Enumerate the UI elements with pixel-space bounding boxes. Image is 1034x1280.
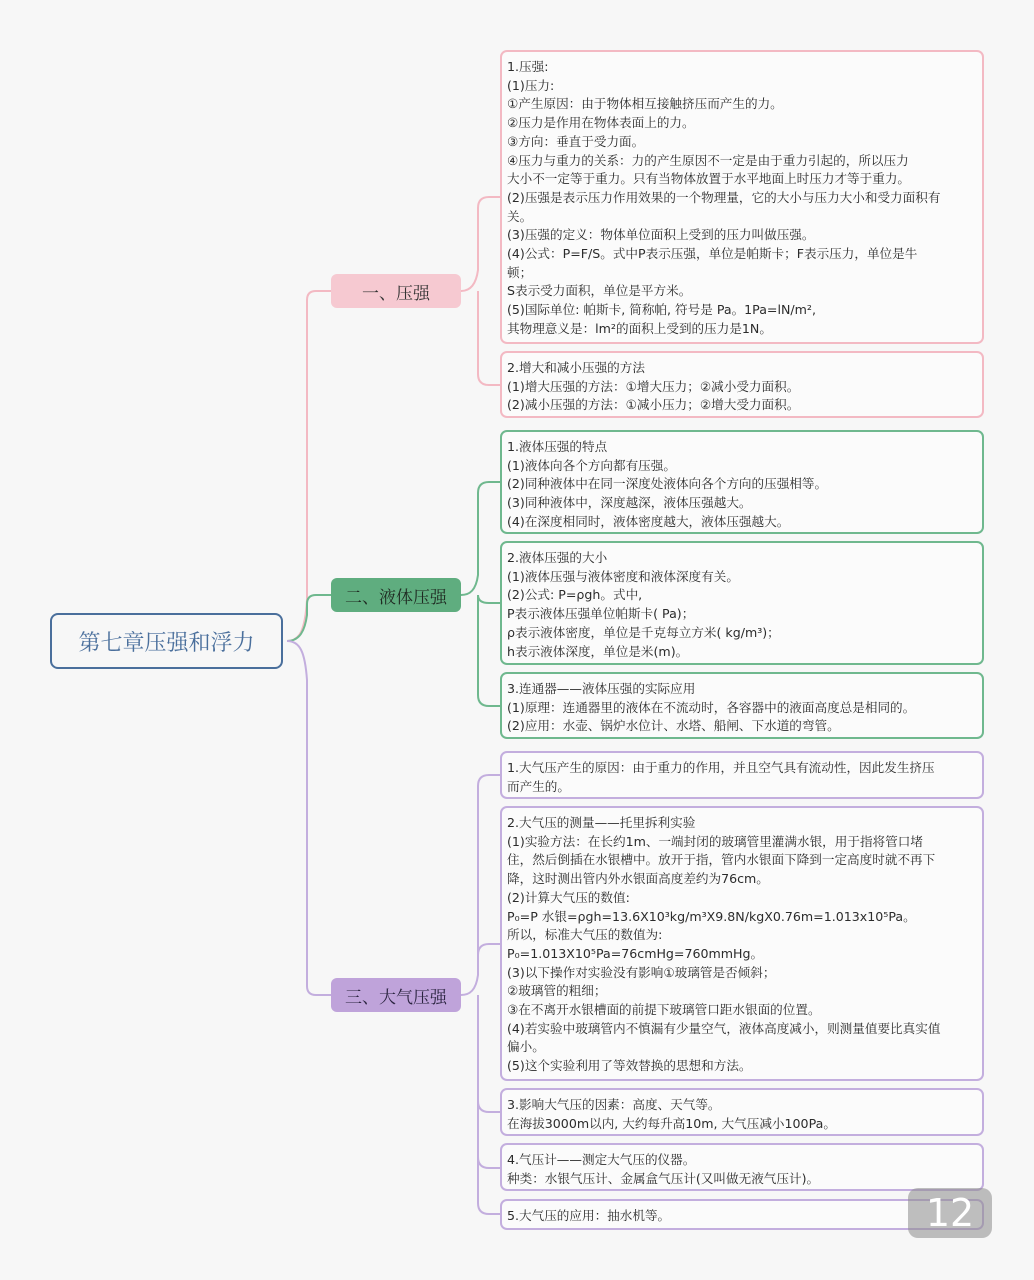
card-connected-vessels [500,672,984,739]
card-line: 大小不一定等于重力。只有当物体放置于水平地面上时压力才等于重力。 [507,171,910,187]
card-line: 1.液体压强的特点 [507,439,608,454]
card-line: P₀=P 水银=ρgh=13.6X10³kg/m³X9.8N/kgX0.76m=1.013x10⁵Pa。 [507,908,916,924]
card-torricelli-experiment [500,806,984,1081]
card-line: ②玻璃管的粗细； [507,983,607,999]
card-line: 偏小。 [507,1039,545,1055]
card-line: (2)压强是表示压力作用效果的一个物理量，它的大小与压力大小和受力面积有 [507,189,941,205]
card-line: (1)原理：连通器里的液体在不流动时，各容器中的液面高度总是相同的。 [507,699,916,715]
card-line: (2)公式: P=ρgh。式中, [507,587,643,603]
card-line: 其物理意义是：lm²的面积上受到的压力是1N。 [507,320,772,336]
card-line: (3)同种液体中，深度越深，液体压强越大。 [507,495,752,511]
card-liquid-features [500,430,984,534]
card-line: h表示液体深度，单位是米(m)。 [507,643,689,659]
card-line: ②压力是作用在物体表面上的力。 [507,115,695,131]
card-line: (2)同种液体中在同一深度处液体向各个方向的压强相等。 [507,476,828,492]
card-line: P表示液体压强单位帕斯卡( Pa)； [507,606,695,622]
card-line: (5)国际单位: 帕斯卡, 简称帕, 符号是 Pa。1Pa=lN/m², [507,302,816,318]
card-line: (1)液体向各个方向都有压强。 [507,457,676,473]
card-line: (4)公式：P=F/S。式中P表示压强，单位是帕斯卡；F表示压力，单位是牛 [507,246,918,262]
card-line: 2.大气压的测量——托里拆利实验 [507,815,696,830]
card-line: 住，然后倒插在水银槽中。放开于指，管内水银面下降到一定高度时就不再下 [507,852,936,868]
card-line: 所以，标准大气压的数值为: [507,927,663,943]
root-to-pressure-line [287,291,331,641]
card-atmosphere-factors [500,1088,984,1136]
card-line: ①产生原因：由于物体相互接触挤压而产生的力。 [507,96,783,112]
card-liquid-magnitude [500,541,984,665]
card-line: (3)以下操作对实验没有影响①玻璃管是否倾斜； [507,964,776,980]
card-line: (5)这个实验利用了等效替换的思想和方法。 [507,1058,752,1074]
card-line: (4)在深度相同时，液体密度越大，液体压强越大。 [507,513,790,529]
card-line: 而产生的。 [507,778,570,794]
card-pressure-methods [500,351,984,418]
card-line: 关。 [507,208,533,224]
card-line: 2.增大和减小压强的方法 [507,360,645,375]
branch-liquid-pressure: 二、液体压强 [331,578,461,612]
card-line: (2)计算大气压的数值: [507,889,630,905]
card-atmosphere-cause [500,751,984,799]
atmosphere-bracket [461,775,500,1214]
branch-atmospheric-pressure: 三、大气压强 [331,978,461,1012]
root-to-liquid-line [287,595,331,641]
card-line: ρ表示液体密度，单位是千克每立方米( kg/m³)； [507,624,780,640]
card-line: 1.大气压产生的原因：由于重力的作用，并且空气具有流动性，因此发生挤压 [507,760,935,775]
branch-pressure: 一、压强 [331,274,461,308]
pressure-bracket [461,197,500,385]
card-line: (1)压力: [507,77,555,93]
page-number-badge: 12 [908,1188,992,1238]
card-line: 在海拔3000m以内, 大约每升高10m, 大气压减小100Pa。 [507,1115,836,1131]
card-line: ③在不离开水银槽面的前提下玻璃管口距水银面的位置。 [507,1002,821,1018]
card-line: 2.液体压强的大小 [507,550,608,565]
card-line: (1)增大压强的方法：①增大压力；②减小受力面积。 [507,378,800,394]
card-pressure-definition [500,50,984,344]
card-line: (2)应用：水壶、锅炉水位计、水塔、船闸、下水道的弯管。 [507,718,840,734]
card-line: 顿； [507,264,533,280]
liquid-bracket [461,482,500,706]
card-line: (2)减小压强的方法：①减小压力；②增大受力面积。 [507,397,800,413]
card-line: (1)液体压强与液体密度和液体深度有关。 [507,568,739,584]
card-line: ③方向：垂直于受力面。 [507,133,645,149]
card-line: 4.气压计——测定大气压的仪器。 [507,1152,696,1167]
card-line: 3.影响大气压的因素：高度、天气等。 [507,1097,721,1112]
card-line: S表示受力面积，单位是平方米。 [507,283,692,299]
card-line: (1)实验方法：在长约1m、一端封闭的玻璃管里灌满水银，用于指将管口堵 [507,833,923,849]
card-line: ④压力与重力的关系：力的产生原因不一定是由于重力引起的，所以压力 [507,152,909,168]
card-line: (3)压强的定义：物体单位面积上受到的压力叫做压强。 [507,227,815,243]
root-to-atmosphere-line [287,641,331,995]
root-topic: 第七章压强和浮力 [50,613,283,669]
card-line: (4)若实验中玻璃管内不慎漏有少量空气，液体高度减小，则测量值要比真实值 [507,1020,941,1036]
card-barometer [500,1143,984,1191]
card-line: 1.压强: [507,59,549,74]
card-line: 3.连通器——液体压强的实际应用 [507,681,696,696]
card-line: 种类：水银气压计、金属盒气压计(又叫做无液气压计)。 [507,1170,820,1186]
card-line: P₀=1.013X10⁵Pa=76cmHg=760mmHg。 [507,945,764,961]
card-line: 5.大气压的应用：抽水机等。 [507,1208,671,1223]
card-line: 降，这时测出管内外水银面高度差约为76cm。 [507,871,769,887]
